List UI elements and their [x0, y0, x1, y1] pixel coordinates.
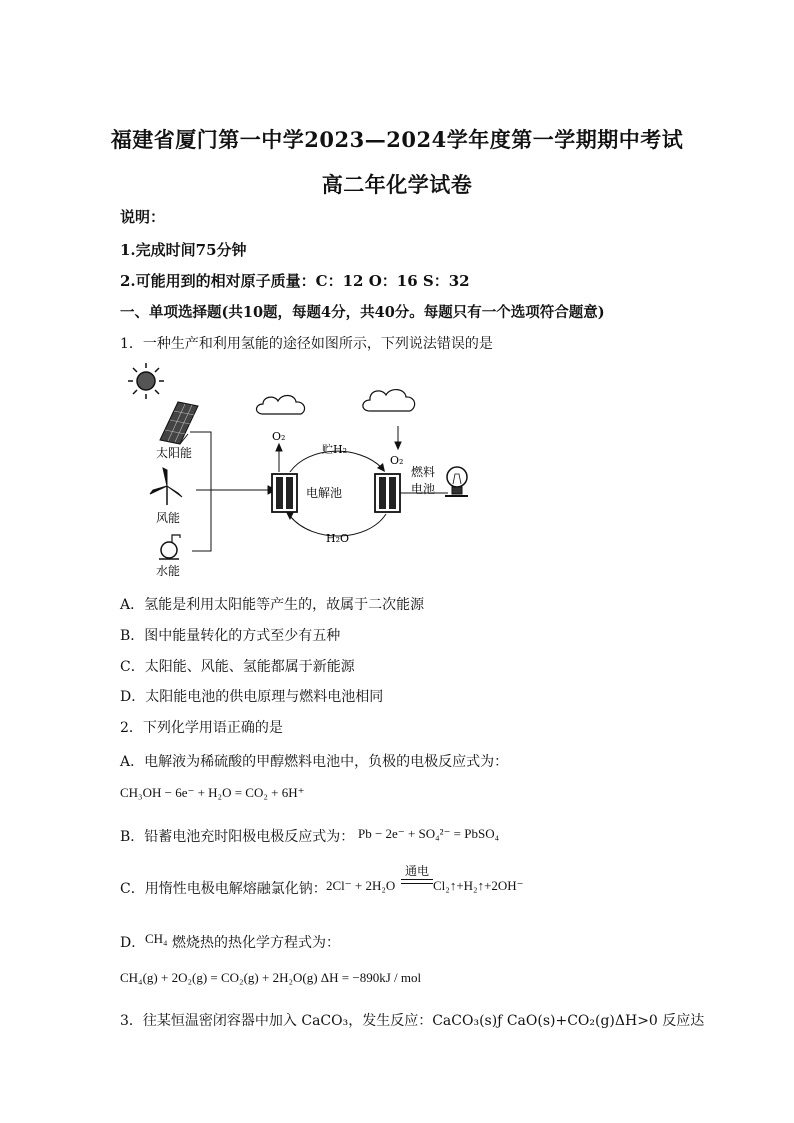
- page-title: 福建省厦门第一中学2023—2024学年度第一学期期中考试: [110, 127, 684, 152]
- fuel-cell-label-1: 燃料: [411, 465, 436, 479]
- cloud-right-icon: [363, 390, 415, 411]
- solar-panel-icon: [160, 402, 198, 444]
- q2-option-d-prefix: D．: [120, 935, 146, 951]
- q2-option-d-text: 燃烧热的热化学方程式为：: [172, 935, 340, 951]
- fuel-cell: [375, 474, 400, 512]
- q2-option-c-eq-right: Cl₂↑+H₂↑+2OH⁻: [433, 878, 524, 893]
- q2-option-b-equation: Pb − 2e⁻ + SO₄²⁻ = PbSO₄: [358, 826, 500, 841]
- water-turbine-icon: [159, 535, 180, 559]
- h2o-label: H₂O: [326, 532, 350, 545]
- q1-option-a: A．氢能是利用太阳能等产生的，故属于二次能源: [120, 597, 425, 613]
- section-heading: 一、单项选择题(共10题，每题4分，共40分。每题只有一个选项符合题意): [120, 304, 605, 321]
- o2-intake-arrow: [395, 426, 401, 449]
- o2-right-label: O₂: [390, 454, 404, 467]
- q1-stem: 1．一种生产和利用氢能的途径如图所示，下列说法错误的是: [120, 336, 493, 352]
- o2-release-arrow: [276, 444, 282, 472]
- sun-icon: [128, 363, 164, 399]
- cloud-left-icon: [256, 395, 304, 414]
- o2-left-label: O₂: [272, 430, 286, 443]
- store-h2-label: 贮H₂: [322, 443, 348, 456]
- fuel-cell-label-2: 电池: [411, 482, 436, 496]
- q2-option-c-text: C．用惰性电极电解熔融氯化钠：: [120, 881, 327, 897]
- q2-option-a-text: A．电解液为稀硫酸的甲醇燃料电池中，负极的电极反应式为：: [120, 754, 509, 770]
- solar-label: 太阳能: [156, 446, 193, 460]
- q1-hydrogen-energy-diagram: [118, 360, 478, 585]
- q2-option-c-double-line: [401, 879, 433, 884]
- q1-option-c: C．太阳能、风能、氢能都属于新能源: [120, 659, 355, 675]
- q2-option-b-text: B．铅蓄电池充时阳极电极反应式为：: [120, 829, 355, 845]
- q2-stem: 2．下列化学用语正确的是: [120, 720, 283, 736]
- q2-option-d-equation: CH₄(g) + 2O₂(g) = CO₂(g) + 2H₂O(g) ΔH = −890kJ / mol: [120, 970, 422, 985]
- energy-collector-lines: [190, 432, 276, 551]
- wind-turbine-icon: [150, 468, 182, 505]
- q1-option-d: D．太阳能电池的供电原理与燃料电池相同: [120, 689, 384, 705]
- q3-stem: 3．往某恒温密闭容器中加入 CaCO₃，发生反应：CaCO₃(s)ƒ CaO(s)+CO₂(g)ΔH>0 反应达: [120, 1013, 705, 1029]
- electrolyzer-cell: [272, 474, 297, 512]
- q2-option-a-equation: CH₃OH − 6e⁻ + H₂O = CO₂ + 6H⁺: [120, 785, 305, 800]
- q2-option-c-condition: 通电: [404, 864, 429, 878]
- page-subtitle: 高二年化学试卷: [321, 172, 473, 197]
- notes-label: 说明：: [120, 208, 166, 226]
- notes-item-atomic-mass: 2.可能用到的相对原子质量：C：12 O：16 S：32: [120, 272, 470, 290]
- q2-option-d-ch4: CH₄: [145, 931, 168, 946]
- q1-option-b: B．图中能量转化的方式至少有五种: [120, 628, 341, 644]
- wind-label: 风能: [156, 511, 181, 525]
- water-label: 水能: [156, 564, 181, 578]
- electrolyzer-label: 电解池: [306, 486, 343, 500]
- q2-option-c-eq-left: 2Cl⁻ + 2H₂O: [326, 878, 396, 893]
- notes-item-time: 1.完成时间75分钟: [120, 241, 247, 259]
